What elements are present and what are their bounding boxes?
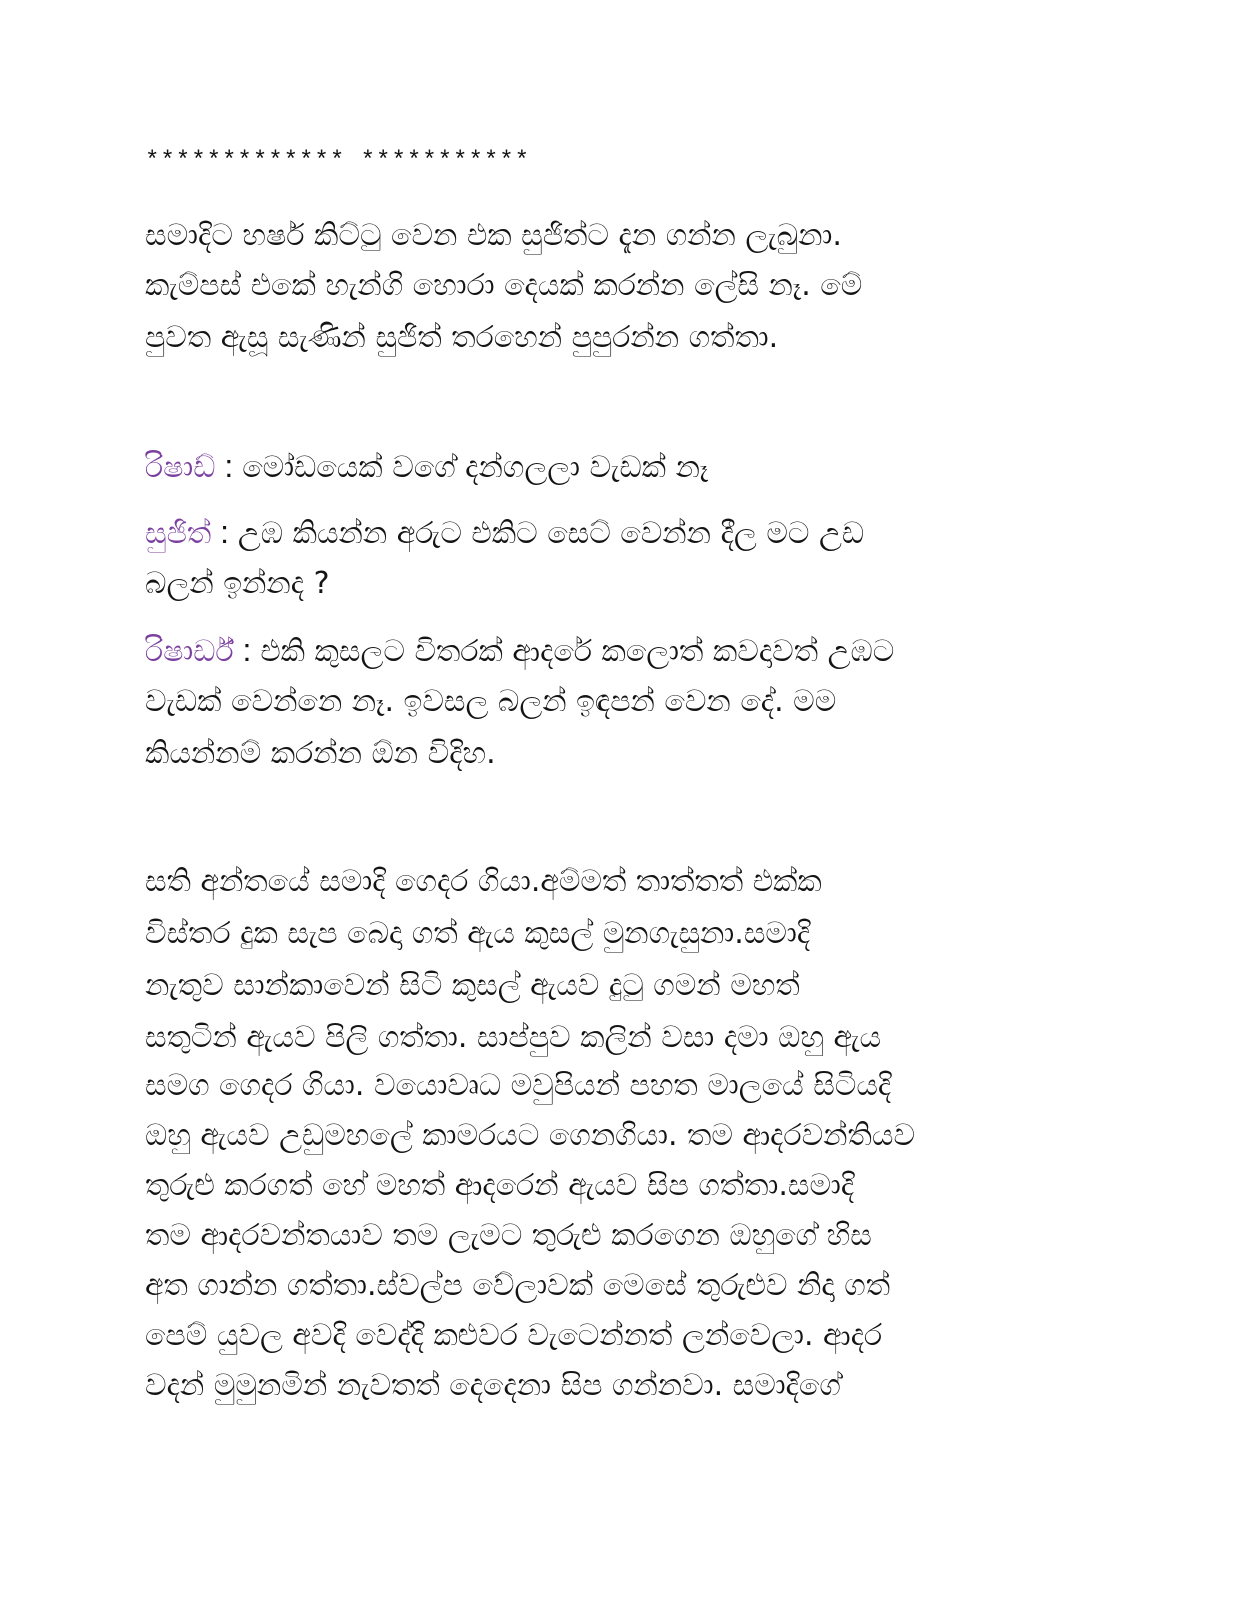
paragraph-1-line: කැම්පස් එකේ හැන්ගි හොරා දෙයක් කරන්න ලේසි නෑ. මේ (145, 268, 863, 303)
paragraph-2-line: තම ආදරවන්තයාව තම ලැමට තුරුළු කරගෙන ඔහුගේ හිස (145, 1218, 872, 1253)
paragraph-2-line: සමග ගෙදර ගියා. වයොවෘධ මවුපියන් පහත මාලයේ සිටියදි (145, 1068, 892, 1103)
paragraph-1-line: පුවත ඇසූ සැණින් සුජිත් තරහෙන් පුපුරන්න ගත්තා. (145, 320, 779, 355)
paragraph-2-line: අත ගාන්න ගත්තා.ස්වල්ප වේලාවක් මෙසේ තුරුළුව නිදා ගත් (145, 1268, 891, 1303)
speaker-name: සුජිත් (145, 516, 212, 551)
paragraph-2-line: තුරුළු කරගත් හේ මහත් ආදරෙන් ඇයව සිප ගත්තා.සමාදි (145, 1168, 855, 1203)
speaker-name: රිෂාඩ් (145, 450, 216, 485)
paragraph-2-line: සති අන්තයේ සමාදි ගෙදර ගියා.අම්මත් තාත්තත් එක්ක (145, 864, 822, 899)
dialogue-continuation: බලන් ඉන්නද ? (145, 566, 330, 601)
dialogue-text: උඹ කියන්න අරුට එකිට සෙට් වෙන්න දීල මට උඩ (237, 516, 865, 551)
dialogue-continuation: වැඩක් වෙන්නෙ නෑ. ඉවසල බලන් ඉඳපන් වෙන දේ. මම (145, 684, 837, 719)
paragraph-2-line: නැතුව සාන්කාවෙන් සිටි කුසල් ඇයව දුටු ගමන් මහත් (145, 968, 800, 1003)
dialogue-line (145, 446, 708, 488)
speaker-name: රිෂාර්ඩ් (145, 634, 234, 669)
speaker-separator: : (211, 514, 238, 550)
speaker-separator: : (233, 632, 261, 668)
paragraph-2-line: විස්තර දුක සැප බෙදා ගත් ඇය කුසල් මුනගැසුනා.සමාදි (145, 916, 811, 951)
paragraph-1-line: සමාදිට හර්ෂ කිට්ටු වෙන එක සුජිත්ට දැන ගන්න ලැබුනා. (145, 218, 842, 253)
section-separator: ************* *********** (145, 148, 531, 175)
dialogue-line (145, 630, 894, 672)
paragraph-2-line: පෙම් යුවල අවදි වෙද්දි කළුවර වැටෙන්නත් ලන්වෙලා. ආදර (145, 1318, 883, 1353)
dialogue-text: මෝඩයෙක් වගේ දන්ගලලා වැඩක් නෑ (242, 450, 709, 485)
paragraph-2-line: වදන් මුමුනමින් නැවතත් දෙදෙනා සිප ගන්නවා. සමාදිගේ (145, 1368, 841, 1403)
dialogue-continuation: කියන්නම් කරන්න ඕන විදිහ. (145, 736, 496, 771)
speaker-separator: : (215, 448, 243, 484)
dialogue-line (145, 512, 864, 554)
paragraph-2-line: ඔහු ඇයව උඩුමහලේ කාමරයට ගෙනගියා. තම ආදරවන්තියව (145, 1118, 916, 1153)
paragraph-2-line: සතුටින් ඇයව පිලි ගත්තා. සාප්පුව කලින් වසා දමා ඔහු ඇය (145, 1020, 882, 1055)
dialogue-text: එකි කුසලට විතරක් ආදරේ කලොත් කවදාවත් උඹට (260, 634, 895, 669)
